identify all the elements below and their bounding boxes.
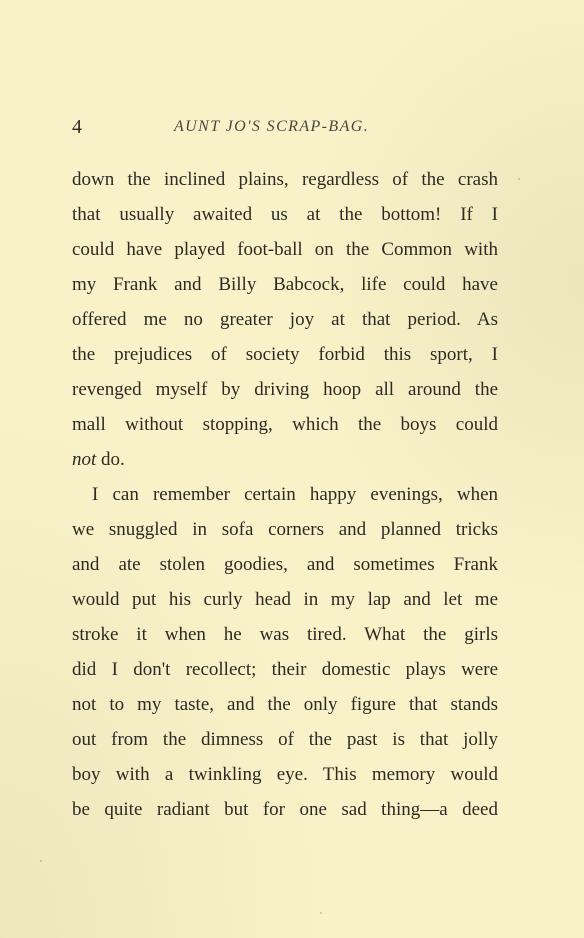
text-line: that usually awaited us at the bottom! If I xyxy=(72,204,498,225)
line-rest: do. xyxy=(96,449,125,470)
text-line: revenged myself by driving hoop all around the xyxy=(72,379,498,400)
paragraph-2 xyxy=(72,477,498,827)
paragraph-1 xyxy=(72,162,498,477)
text-line: did I don't recollect; their domestic plays were xyxy=(72,659,498,680)
page-number: 4 xyxy=(72,116,82,138)
text-line: and ate stolen goodies, and sometimes Frank xyxy=(72,554,498,575)
text-line: be quite radiant but for one sad thing—a deed xyxy=(72,799,498,820)
running-head xyxy=(72,116,502,144)
paper-speck xyxy=(320,912,322,914)
text-line: out from the dimness of the past is that jolly xyxy=(72,729,498,750)
paper-speck xyxy=(40,860,42,862)
text-line: offered me no greater joy at that period. As xyxy=(72,309,498,330)
emphasized-word: not xyxy=(72,449,97,470)
text-line xyxy=(72,442,498,477)
text-line: not to my taste, and the only figure that stands xyxy=(72,694,498,715)
text-line: mall without stopping, which the boys could xyxy=(72,414,498,435)
text-line: could have played foot-ball on the Common with xyxy=(72,239,498,260)
text-line: down the inclined plains, regardless of the crash xyxy=(72,169,498,190)
body-text xyxy=(72,162,498,827)
text-line: boy with a twinkling eye. This memory would xyxy=(72,764,498,785)
text-line: stroke it when he was tired. What the girls xyxy=(72,624,498,645)
text-line: my Frank and Billy Babcock, life could have xyxy=(72,274,498,295)
text-line: would put his curly head in my lap and let me xyxy=(72,589,498,610)
text-line: we snuggled in sofa corners and planned tricks xyxy=(72,519,498,540)
text-line: I can remember certain happy evenings, when xyxy=(92,484,498,505)
paper-speck xyxy=(518,178,520,180)
text-line: the prejudices of society forbid this sport, I xyxy=(72,344,498,365)
book-title: AUNT JO'S SCRAP-BAG. xyxy=(174,118,370,135)
